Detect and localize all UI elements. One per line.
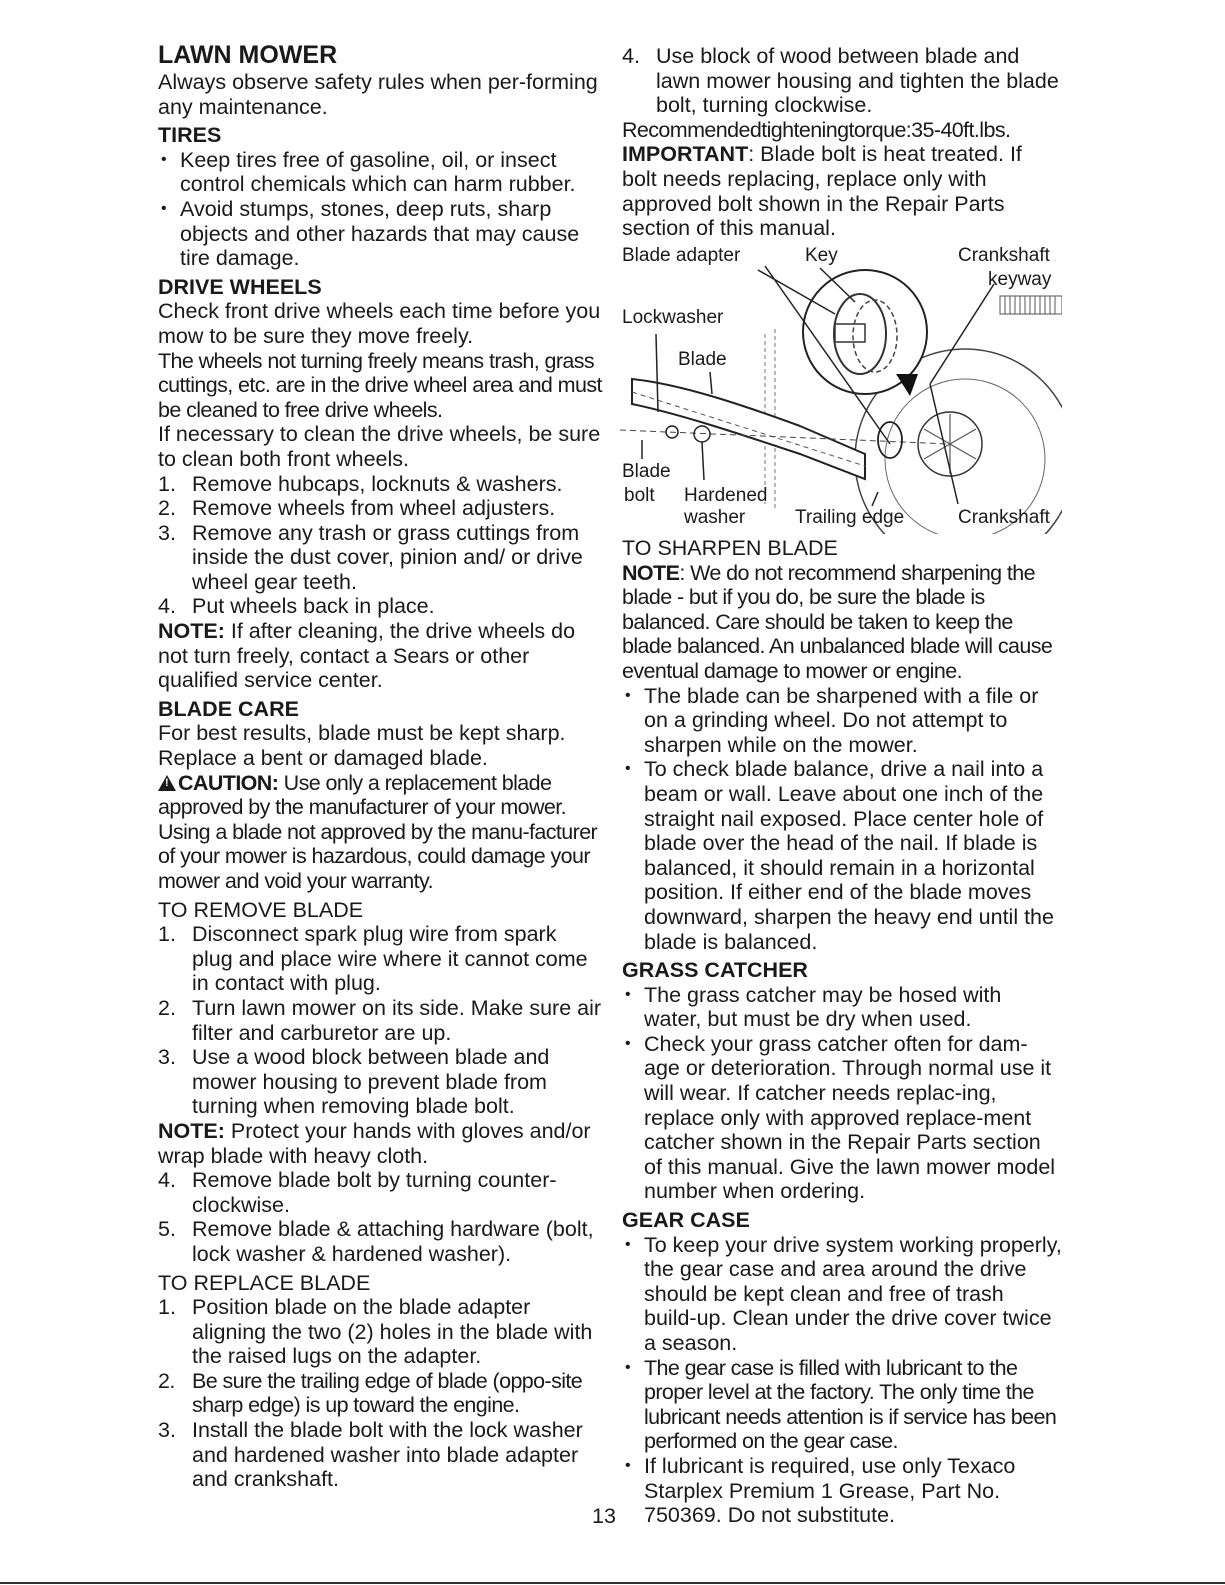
step-number: 1.	[158, 1295, 176, 1320]
step-number: 1.	[158, 922, 176, 947]
drive-wheel-steps	[158, 472, 603, 620]
warning-triangle-icon	[158, 775, 176, 791]
heading-remove-blade: TO REMOVE BLADE	[158, 897, 364, 922]
list-item	[158, 472, 603, 497]
tires-list	[158, 148, 603, 271]
list-item	[158, 1295, 603, 1369]
list-item	[158, 1045, 603, 1119]
list-item: • Avoid stumps, stones, deep ruts, sharp objects and other hazards that may cause tire damage.	[158, 197, 603, 271]
note-label: NOTE	[622, 560, 680, 585]
step-text: Be sure the trailing edge of blade (oppo-site sharp edge) is up toward the engine.	[192, 1368, 583, 1418]
label-hardened-washer-line1: Hardened	[684, 485, 768, 506]
bottom-divider	[0, 1582, 1225, 1584]
step-number: 3.	[158, 1418, 176, 1443]
step-text: Remove hubcaps, locknuts & washers.	[192, 471, 563, 496]
right-column-bottom	[622, 536, 1062, 1528]
paragraph: For best results, blade must be kept sharp. Replace a bent or damaged blade.	[158, 721, 566, 771]
list-item	[158, 1369, 603, 1418]
step-number: 4.	[622, 44, 640, 68]
list-item: • If lubricant is required, use only Texaco Starplex Premium 1 Grease, Part No. 750369. Do not substitute.	[622, 1454, 1062, 1528]
label-hardened-washer-line2: washer	[684, 507, 746, 528]
paragraph: Check front drive wheels each time before you mow to be sure they move freely.	[158, 299, 601, 348]
left-column	[158, 40, 603, 1492]
step-text: Remove wheels from wheel adjusters.	[192, 496, 556, 521]
list-item	[158, 521, 603, 595]
caution-text: Use only a replacement blade approved by the manufacturer of your mower. Using a blade not approved by the manu-facturer of your mower is hazardous, could damage your mower and void your warranty.	[158, 770, 598, 893]
paragraph: If necessary to clean the drive wheels, be sure to clean both front wheels.	[158, 422, 601, 471]
paragraph: The wheels not turning freely means trash, grass cuttings, etc. are in the drive wheel area and must be cleaned to free drive wheels.	[158, 348, 602, 422]
step-number: 2.	[158, 496, 176, 521]
replace-blade-steps	[158, 1295, 603, 1492]
label-key: Key	[805, 245, 838, 266]
right-column-top	[622, 44, 1062, 241]
step-text: Position blade on the blade adapter aligning the two (2) holes in the blade with the raised lugs on the adapter.	[192, 1295, 593, 1369]
label-blade-adapter: Blade adapter	[622, 245, 741, 266]
step-number: 2.	[158, 995, 176, 1020]
step-text: Disconnect spark plug wire from spark plug and place wire where it cannot come in contact with plug.	[192, 922, 588, 996]
list-item	[158, 922, 603, 996]
heading-sharpen-blade: TO SHARPEN BLADE	[622, 536, 838, 560]
section-title-lawn-mower: LAWN MOWER	[158, 41, 338, 69]
note-label: NOTE:	[158, 1118, 225, 1143]
label-blade: Blade	[678, 349, 727, 370]
list-item: • The blade can be sharpened with a file or on a grinding wheel. Do not attempt to sharpen while on the mower.	[622, 684, 1062, 758]
gear-case-list	[622, 1233, 1062, 1528]
list-item	[158, 594, 603, 619]
note-paragraph	[158, 619, 603, 693]
step-number: 3.	[158, 520, 176, 545]
note-text: If after cleaning, the drive wheels do not turn freely, contact a Sears or other qualified service center.	[158, 619, 576, 693]
step-number: 4.	[158, 1168, 176, 1193]
important-paragraph	[622, 142, 1062, 240]
label-lockwasher: Lockwasher	[622, 307, 724, 328]
step-text: Put wheels back in place.	[192, 594, 435, 619]
important-label: IMPORTANT	[622, 142, 749, 167]
note-paragraph	[158, 1119, 603, 1168]
step-number: 3.	[158, 1045, 176, 1070]
list-item: • To check blade balance, drive a nail into a beam or wall. Leave about one inch of the straight nail exposed. Place center hole of blade over the head of the nail. If blade is balanced, it should remain in a horizontal position. If either end of the blade moves downward, sharpen the heavy end until the blade is balanced.	[622, 757, 1062, 954]
step-number: 2.	[158, 1368, 175, 1393]
list-item	[158, 1168, 603, 1217]
list-item	[158, 496, 603, 521]
heading-drive-wheels: DRIVE WHEELS	[158, 274, 322, 299]
label-crankshaft: Crankshaft	[958, 507, 1050, 528]
caution-label: CAUTION:	[178, 770, 279, 795]
list-item: • Keep tires free of gasoline, oil, or insect control chemicals which can harm rubber.	[158, 148, 603, 197]
blade-assembly-diagram	[620, 244, 1062, 534]
list-item: • To keep your drive system working properly, the gear case and area around the drive should be kept clean and free of trash build-up. Clean under the drive cover twice a season.	[622, 1233, 1062, 1356]
remove-blade-steps-continued	[158, 1168, 603, 1266]
step-text: Remove blade & attaching hardware (bolt, lock washer & hardened washer).	[192, 1217, 594, 1266]
remove-blade-steps	[158, 922, 603, 1119]
important-text: : Blade bolt is heat treated. If bolt needs replacing, replace only with approved bolt shown in the Repair Parts section of this manual.	[622, 142, 1022, 241]
heading-replace-blade: TO REPLACE BLADE	[158, 1270, 371, 1295]
step-number: 1.	[158, 471, 176, 496]
grass-catcher-list	[622, 983, 1062, 1204]
step-number: 5.	[158, 1217, 176, 1242]
note-text: : We do not recommend sharpening the blade - but if you do, be sure the blade is balanced. Care should be taken to keep the blade balanced. An unbalanced blade will cause eventual damage to mower or engine.	[622, 560, 1053, 683]
list-item: • The gear case is filled with lubricant to the proper level at the factory. The only time the lubricant needs attention is if service has been performed on the gear case.	[622, 1356, 1062, 1454]
note-paragraph	[622, 561, 1062, 684]
heading-blade-care: BLADE CARE	[158, 696, 299, 721]
label-blade-bolt-line1: Blade	[622, 461, 671, 482]
heading-tires: TIRES	[158, 123, 222, 148]
label-trailing-edge: Trailing edge	[795, 507, 905, 528]
note-label: NOTE:	[158, 619, 225, 644]
list-item	[158, 996, 603, 1045]
step-text: Remove any trash or grass cuttings from inside the dust cover, pinion and/ or drive wheel gear teeth.	[192, 520, 583, 594]
intro-text: Always observe safety rules when per-forming any maintenance.	[158, 70, 598, 119]
step-text: Install the blade bolt with the lock washer and hardened washer into blade adapter and crankshaft.	[192, 1418, 583, 1492]
label-crankshaft-keyway-line2: keyway	[988, 269, 1052, 290]
step-number: 4.	[158, 594, 176, 619]
step-text: Turn lawn mower on its side. Make sure air filter and carburetor are up.	[192, 995, 602, 1045]
heading-gear-case: GEAR CASE	[622, 1208, 750, 1233]
list-item	[158, 1217, 603, 1266]
sharpen-list	[622, 684, 1062, 955]
step-text: Use block of wood between blade and lawn mower housing and tighten the blade bolt, turning clockwise.	[656, 44, 1059, 118]
heading-grass-catcher: GRASS CATCHER	[622, 958, 808, 983]
list-item	[622, 44, 1062, 118]
list-item	[158, 1418, 603, 1492]
label-crankshaft-keyway-line1: Crankshaft	[958, 245, 1050, 266]
replace-blade-steps-continued	[622, 44, 1062, 118]
caution-paragraph	[158, 771, 603, 894]
step-text: Use a wood block between blade and mower housing to prevent blade from turning when removing blade bolt.	[192, 1045, 550, 1119]
step-text: Remove blade bolt by turning counter-clockwise.	[192, 1168, 557, 1217]
torque-text: Recommendedtighteningtorque:35-40ft.lbs.	[622, 117, 1011, 142]
list-item: • Check your grass catcher often for dam-age or deterioration. Through normal use it will wear. If catcher needs replac-ing, replace only with approved replace-ment catcher shown in the Repair Parts section of this manual. Give the lawn mower model number when ordering.	[622, 1032, 1062, 1204]
note-text: Protect your hands with gloves and/or wrap blade with heavy cloth.	[158, 1118, 591, 1168]
label-blade-bolt-line2: bolt	[624, 485, 655, 506]
list-item: • The grass catcher may be hosed with water, but must be dry when used.	[622, 983, 1062, 1032]
page-number: 13	[592, 1504, 616, 1528]
